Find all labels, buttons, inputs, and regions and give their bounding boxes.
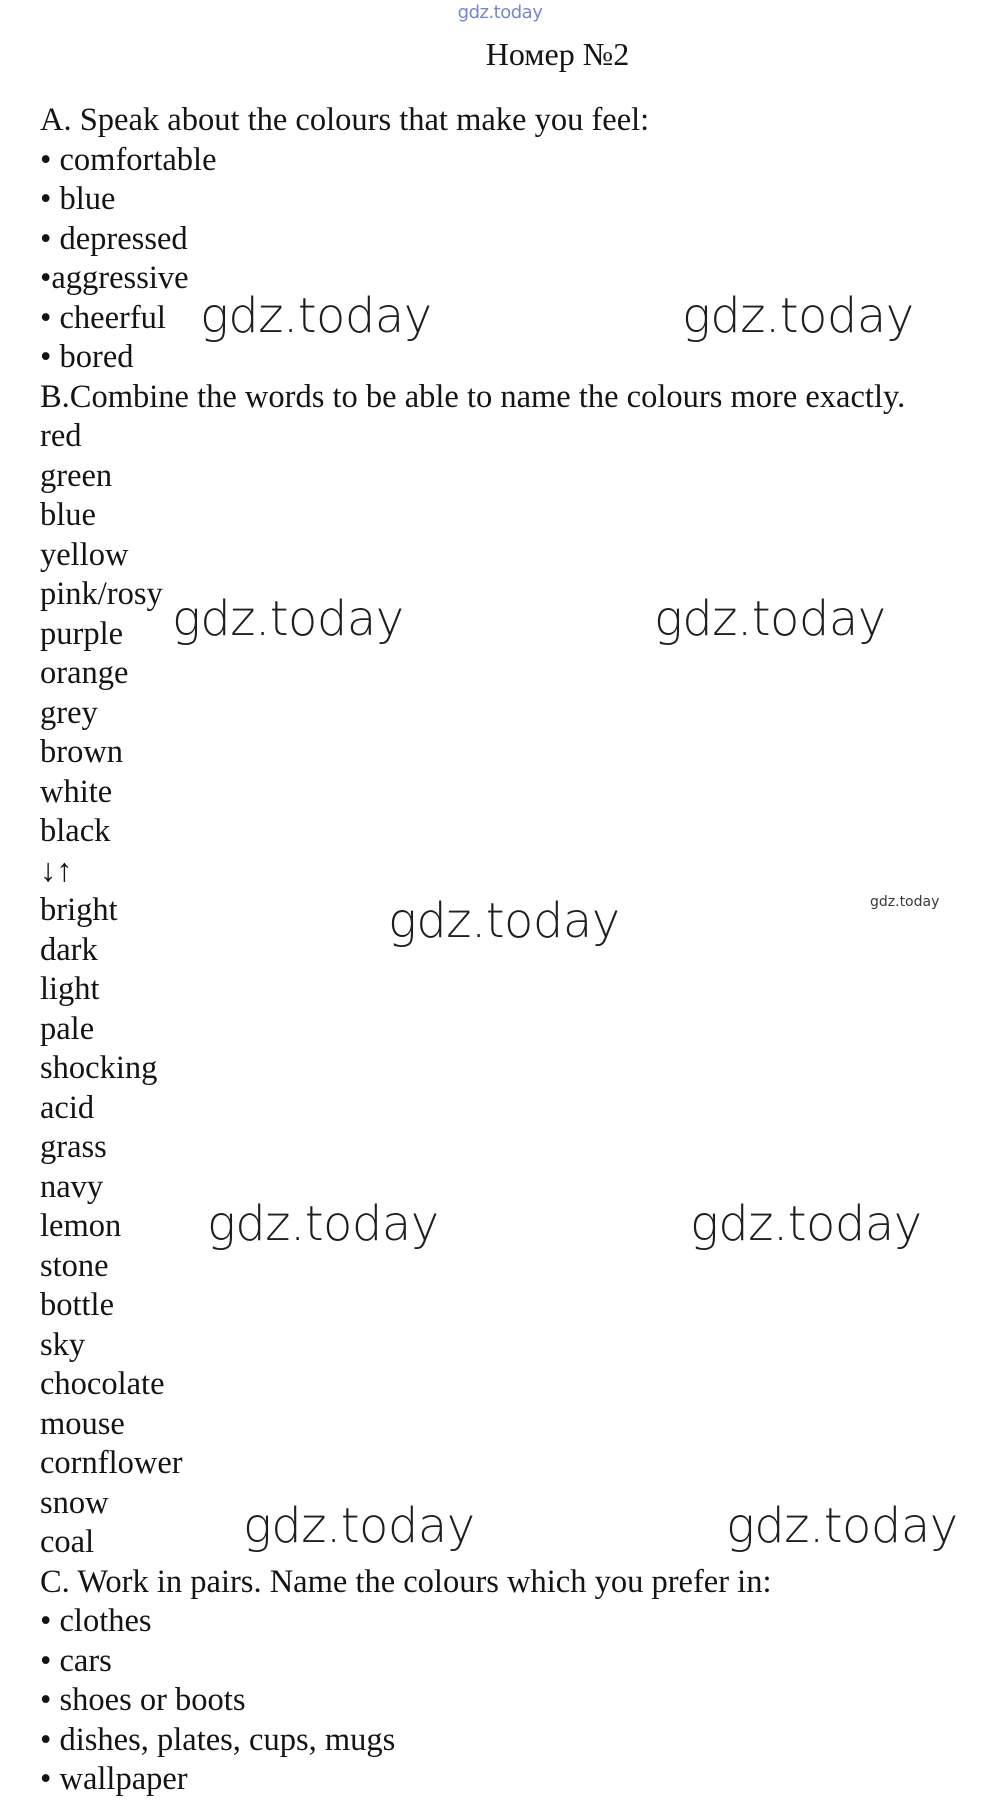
colour-word: yellow <box>40 536 129 573</box>
list-item: • wallpaper <box>40 1761 188 1797</box>
colour-word: white <box>40 773 113 810</box>
section-a-heading: A. Speak about the colours that make you feel: <box>40 102 650 138</box>
colour-word: red <box>40 418 82 454</box>
colour-word: purple <box>40 615 124 652</box>
modifier-word: light <box>40 971 100 1007</box>
watermark: gdz.today <box>172 591 404 647</box>
section-b-heading: B.Combine the words to be able to name the colours more exactly. <box>40 378 906 415</box>
page-title: Номер №2 <box>485 36 630 72</box>
watermark: gdz.today <box>243 1498 475 1554</box>
section-c-heading: C. Work in pairs. Name the colours which you prefer in: <box>40 1563 772 1600</box>
watermark: gdz.today <box>207 1196 439 1252</box>
arrows-symbol: ↓↑ <box>40 852 73 889</box>
list-item: • blue <box>40 181 116 217</box>
watermark: gdz.today <box>388 893 620 949</box>
modifier-word: shocking <box>40 1050 158 1086</box>
site-watermark-top: gdz.today <box>457 2 543 23</box>
watermark: gdz.today <box>200 288 432 344</box>
list-item: • comfortable <box>40 141 217 178</box>
modifier-word: snow <box>40 1484 109 1521</box>
modifier-word: sky <box>40 1326 86 1363</box>
watermark: gdz.today <box>654 591 886 647</box>
colour-word: green <box>40 457 113 494</box>
colour-word: brown <box>40 734 124 770</box>
list-item: •aggressive <box>40 260 189 296</box>
modifier-word: mouse <box>40 1405 125 1442</box>
modifier-word: coal <box>40 1524 95 1560</box>
modifier-word: stone <box>40 1247 109 1284</box>
colour-word: blue <box>40 497 96 533</box>
list-item: • clothes <box>40 1603 152 1639</box>
watermark: gdz.today <box>726 1498 958 1554</box>
list-item: • depressed <box>40 220 188 257</box>
colour-word: pink/rosy <box>40 576 163 612</box>
modifier-word: pale <box>40 1010 95 1047</box>
list-item: • dishes, plates, cups, mugs <box>40 1721 396 1758</box>
colour-word: orange <box>40 655 129 691</box>
watermark: gdz.today <box>682 288 914 344</box>
list-item: • cheerful <box>40 299 166 336</box>
modifier-word: navy <box>40 1168 104 1205</box>
modifier-word: dark <box>40 931 98 968</box>
modifier-word: cornflower <box>40 1445 183 1481</box>
modifier-word: chocolate <box>40 1366 165 1402</box>
colour-word: grey <box>40 694 98 731</box>
list-item: • cars <box>40 1642 112 1679</box>
modifier-word: lemon <box>40 1208 122 1244</box>
watermark-small: gdz.today <box>870 894 940 910</box>
list-item: • bored <box>40 339 134 375</box>
watermark: gdz.today <box>690 1196 922 1252</box>
list-item: • shoes or boots <box>40 1682 246 1718</box>
modifier-word: acid <box>40 1089 95 1126</box>
colour-word: black <box>40 813 111 849</box>
modifier-word: bottle <box>40 1287 115 1323</box>
modifier-word: grass <box>40 1129 107 1165</box>
modifier-word: bright <box>40 892 118 928</box>
